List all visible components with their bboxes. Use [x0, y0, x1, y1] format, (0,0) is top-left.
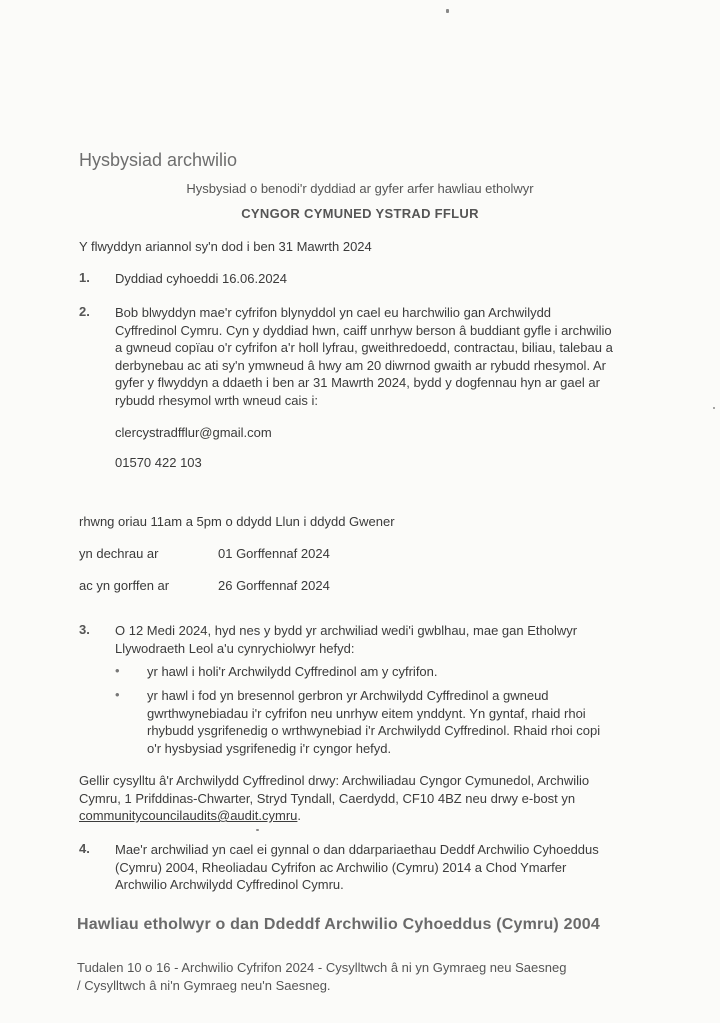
financial-year: Y flwyddyn ariannol sy'n dod i ben 31 Mawrth 2024 — [79, 239, 372, 254]
paragraph-line: (Cymru) 2004, Rheoliadau Cyfrifon ac Archwilio (Cymru) 2014 a Chod Ymarfer — [115, 859, 567, 875]
right-to-question: yr hawl i holi'r Archwilydd Cyffredinol am y cyfrifon. — [147, 664, 438, 679]
paragraph-line: Mae'r archwiliad yn cael ei gynnal o dan ddarpariaethau Deddf Archwilio Cyhoeddus — [115, 842, 599, 857]
item-2-number: 2. — [79, 304, 90, 319]
item-2-paragraph — [115, 304, 715, 409]
paragraph-line: gwrthwynebiadau i'r cyfrifon neu unrhyw eitem ynddynt. Yn gyntaf, rhaid rhoi — [147, 705, 586, 721]
paragraph-line: derbynebau ac ati sy'n ymwneud â hwy am 20 diwrnod gwaith ar rybudd rhesymol. Ar — [115, 357, 606, 373]
council-name: CYNGOR CYMUNED YSTRAD FFLUR — [241, 206, 479, 221]
publication-date: Dyddiad cyhoeddi 16.06.2024 — [115, 271, 288, 286]
clerk-phone: 01570 422 103 — [115, 455, 202, 470]
item-3-intro — [115, 622, 705, 657]
page-title: Hysbysiad archwilio — [79, 150, 238, 170]
paragraph-line: Cyffredinol Cymru. Cyn y dyddiad hwn, caiff unrhyw berson â buddiant gyfle i archwilio — [115, 322, 612, 338]
item-3-number: 3. — [79, 622, 90, 637]
paragraph-line: yr hawl i fod yn bresennol gerbron yr Archwilydd Cyffredinol a gwneud — [147, 688, 549, 703]
clerk-email: clercystradfflur@gmail.com — [115, 425, 272, 440]
section-heading: Hawliau etholwyr o dan Ddeddf Archwilio Cyhoeddus (Cymru) 2004 — [77, 916, 600, 933]
item-4-number: 4. — [79, 841, 90, 856]
paragraph-line: Tudalen 10 o 16 - Archwilio Cyfrifon 2024 - Cysylltwch â ni yn Gymraeg neu Saesneg — [77, 960, 567, 975]
paragraph-line: Gellir cysylltu â'r Archwilydd Cyffredinol drwy: Archwiliadau Cyngor Cymunedol, Archwilio — [79, 773, 590, 788]
opening-hours: rhwng oriau 11am a 5pm o ddydd Llun i ddydd Gwener — [79, 514, 395, 529]
bullet-marker: • — [115, 687, 120, 702]
scan-speck — [256, 829, 259, 831]
paragraph-line: Bob blwyddyn mae'r cyfrifon blynyddol yn cael eu harchwilio gan Archwilydd — [115, 305, 552, 320]
paragraph-line: gyfer y flwyddyn a ddaeth i ben ar 31 Mawrth 2024, bydd y dogfennau hyn ar gael ar — [115, 375, 600, 390]
paragraph-line: / Cysylltwch â ni'n Gymraeg neu'n Saesneg. — [77, 977, 331, 993]
email-suffix: . — [297, 808, 302, 823]
auditor-contact — [79, 772, 709, 825]
paragraph-line: Llywodraeth Leol a'u cynrychiolwyr hefyd: — [115, 640, 355, 656]
scan-speck — [446, 9, 449, 13]
start-date: 01 Gorffennaf 2024 — [218, 546, 330, 561]
paragraph-line: o'r hysbysiad ysgrifenedig i'r cyngor hefyd. — [147, 740, 392, 756]
paragraph-line: rhybudd ysgrifenedig o wrthwynebiad i'r Archwilydd Cyffredinol. Rhaid rhoi copi — [147, 723, 601, 738]
item-4-paragraph — [115, 841, 715, 894]
bullet-marker: • — [115, 663, 120, 678]
paragraph-line: O 12 Medi 2024, hyd nes y bydd yr archwiliad wedi'i gwblhau, mae gan Etholwyr — [115, 623, 578, 638]
audit-email-link[interactable]: communitycouncilaudits@audit.cymru — [79, 808, 298, 823]
paragraph-line: Archwilio Archwilydd Cyffredinol Cymru. — [115, 877, 344, 892]
paragraph-line: rybudd rhesymol wrth wneud cais i: — [115, 392, 319, 408]
subtitle: Hysbysiad o benodi'r dyddiad ar gyfer arfer hawliau etholwyr — [186, 181, 534, 196]
paragraph-line: a gwneud copïau o'r cyfrifon a'r holl lyfrau, gweithredoedd, contractau, biliau, talebau a — [115, 340, 613, 355]
item-1-number: 1. — [79, 270, 90, 285]
page-footer — [77, 959, 707, 994]
end-date: 26 Gorffennaf 2024 — [218, 578, 330, 593]
end-label: ac yn gorffen ar — [79, 578, 170, 593]
paragraph-line: Cymru, 1 Prifddinas-Chwarter, Stryd Tyndall, Caerdydd, CF10 4BZ neu drwy e-bost yn — [79, 790, 576, 806]
right-to-object — [147, 687, 707, 757]
start-label: yn dechrau ar — [79, 546, 159, 561]
paragraph-line — [79, 807, 709, 825]
